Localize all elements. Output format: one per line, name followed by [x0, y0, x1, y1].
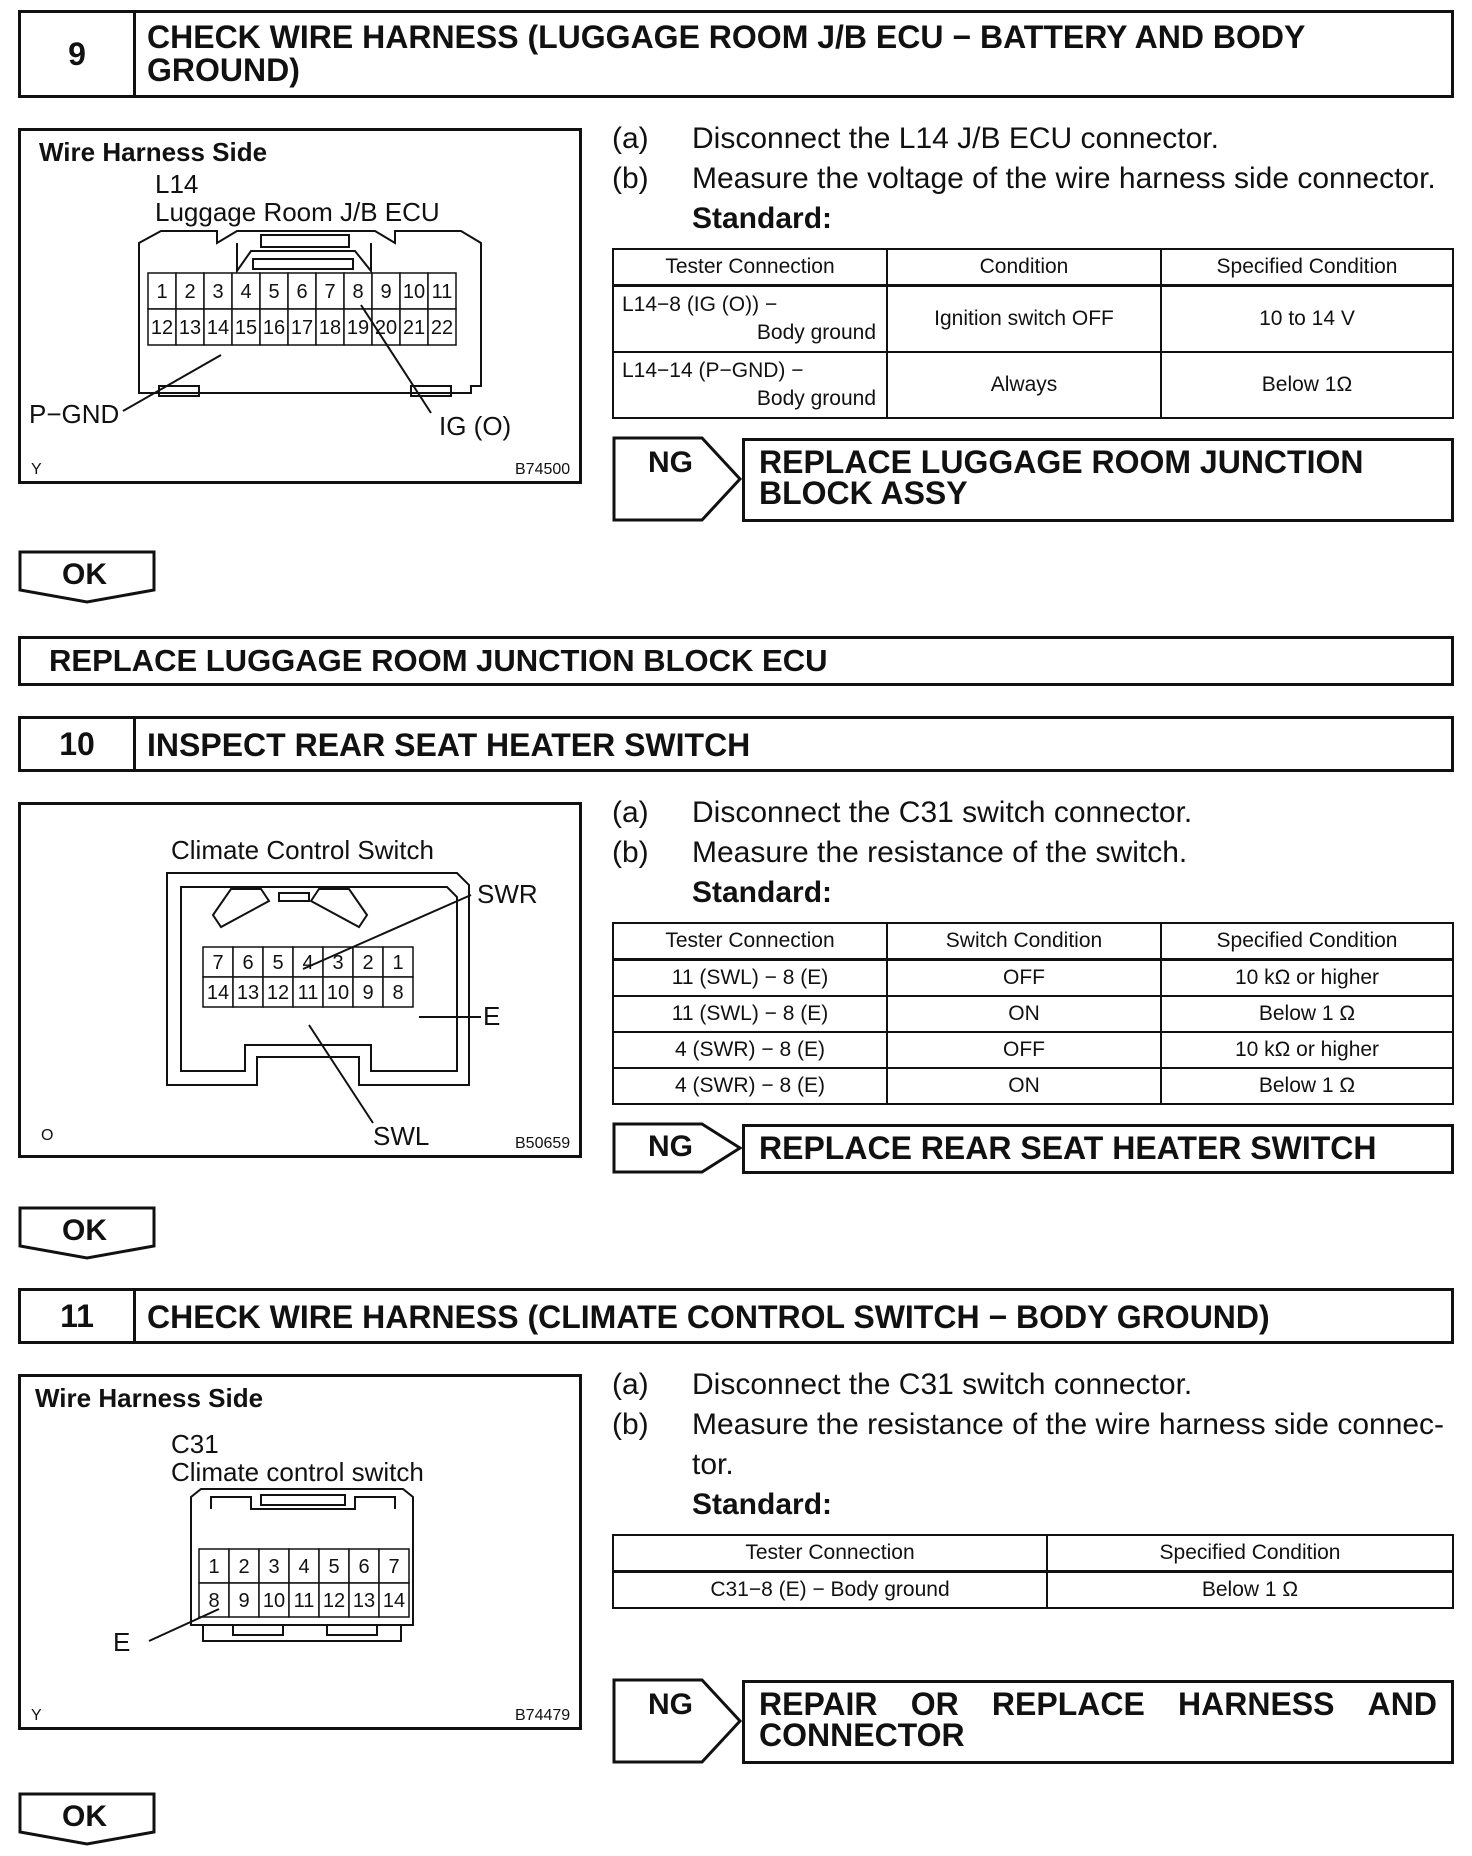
table-header: Specified Condition: [1161, 923, 1453, 960]
pin-number: 18: [318, 317, 342, 339]
ng-action-line2: CONNECTOR: [759, 1717, 965, 1753]
ok-label: OK: [62, 558, 107, 591]
table-cell: 10 kΩ or higher: [1161, 960, 1453, 997]
ng-word: OR: [910, 1686, 959, 1722]
pin-number: 10: [326, 982, 350, 1004]
switch-pin-grid: [203, 947, 413, 1007]
pin-number: 3: [332, 952, 344, 974]
table-cell: C31−8 (E) − Body ground: [613, 1572, 1047, 1609]
step-11-a-letter: (a): [612, 1368, 649, 1401]
step-9-figure: [18, 128, 582, 484]
table-cell: 11 (SWL) − 8 (E): [613, 960, 887, 997]
connector-id: C31: [171, 1429, 219, 1459]
pin-number: 2: [238, 1556, 250, 1578]
pin-number: 11: [293, 1590, 315, 1612]
step-number: 11: [21, 1291, 136, 1341]
table-row: [613, 996, 1453, 1032]
step-9-a-letter: (a): [612, 122, 649, 155]
standard-label: Standard:: [692, 202, 833, 235]
tester-connection-line1: L14−8 (IG (O)) −: [622, 293, 778, 316]
table-cell: 11 (SWL) − 8 (E): [613, 996, 887, 1032]
step-title: CHECK WIRE HARNESS (CLIMATE CONTROL SWITCH − BODY GROUND): [147, 1299, 1270, 1335]
pin-number: 5: [268, 281, 280, 303]
step-10-spec-table: [612, 922, 1454, 1105]
table-cell: Always: [887, 352, 1161, 418]
pin-number: 9: [362, 982, 374, 1004]
pin-number: 4: [240, 281, 252, 303]
ng-word: REPAIR: [759, 1686, 878, 1722]
pin-number: 8: [392, 982, 404, 1004]
ng-word: AND: [1367, 1686, 1437, 1722]
tester-connection-line1: L14−14 (P−GND) −: [622, 359, 804, 382]
step-11-spec-table: [612, 1534, 1454, 1609]
pin-number: 4: [302, 952, 314, 974]
pin-number: 3: [212, 281, 224, 303]
connector-name: Luggage Room J/B ECU: [155, 197, 440, 227]
pin-number: 10: [402, 281, 426, 303]
pin-number: 17: [290, 317, 314, 339]
table-cell: Below 1 Ω: [1161, 1068, 1453, 1104]
pin-number: 22: [430, 317, 454, 339]
step-9-spec-table: [612, 248, 1454, 419]
label-ig-o: IG (O): [439, 411, 512, 441]
table-header: Condition: [887, 249, 1161, 286]
pin-number: 21: [402, 317, 426, 339]
pin-number: 8: [352, 281, 364, 303]
pin-number: 6: [242, 952, 254, 974]
tester-connection-line2: Body ground: [756, 321, 876, 344]
table-header: Specified Condition: [1161, 249, 1453, 286]
pin-number: 15: [234, 317, 258, 339]
step-11-b-letter: (b): [612, 1408, 649, 1441]
step-10-figure: [18, 802, 582, 1158]
table-cell: 10 kΩ or higher: [1161, 1032, 1453, 1068]
pin-number: 14: [206, 317, 230, 339]
pin-number: 9: [238, 1590, 250, 1612]
pin-number: 5: [272, 952, 284, 974]
label-p-gnd: P−GND: [29, 399, 120, 429]
pin-number: 14: [382, 1590, 406, 1612]
connector-c31-diagram: [21, 1377, 579, 1727]
ok-label: OK: [62, 1800, 107, 1833]
step-title: CHECK WIRE HARNESS (LUGGAGE ROOM J/B ECU − BATTERY AND BODY GROUND): [147, 19, 1305, 88]
step-10-b-letter: (b): [612, 836, 649, 869]
pin-number: 13: [178, 317, 202, 339]
table-row: [613, 1032, 1453, 1068]
figure-id: B50659: [515, 1135, 571, 1152]
ng-action-box: REPLACE LUGGAGE ROOM JUNCTION BLOCK ASSY: [742, 438, 1454, 522]
pin-number: 12: [150, 317, 174, 339]
table-cell: ON: [887, 1068, 1161, 1104]
table-cell: OFF: [887, 1032, 1161, 1068]
pin-number: 14: [206, 982, 230, 1004]
table-cell: 4 (SWR) − 8 (E): [613, 1032, 887, 1068]
label-e: E: [483, 1001, 501, 1031]
standard-label: Standard:: [692, 1488, 833, 1521]
table-row: [613, 352, 1453, 418]
table-row: [613, 1572, 1453, 1609]
corner-code: O: [41, 1127, 54, 1144]
table-cell: 4 (SWR) − 8 (E): [613, 1068, 887, 1104]
step-11-b-text-cont: tor.: [692, 1448, 734, 1481]
step-11-figure: [18, 1374, 582, 1730]
table-cell: [613, 286, 887, 353]
pin-number: 2: [362, 952, 374, 974]
step-11-header: [18, 1288, 1454, 1344]
corner-code: Y: [31, 461, 42, 478]
ng-action-line1: [759, 1686, 1437, 1722]
pin-number: 13: [352, 1590, 376, 1612]
table-header: Switch Condition: [887, 923, 1161, 960]
step-10-a-letter: (a): [612, 796, 649, 829]
connector-name: Climate control switch: [171, 1457, 424, 1487]
standard-label: Standard:: [692, 876, 833, 909]
ng-label: NG: [648, 446, 693, 479]
table-row: [613, 1068, 1453, 1104]
ng-word: REPLACE: [991, 1686, 1145, 1722]
step-10-b-text: Measure the resistance of the switch.: [692, 836, 1188, 869]
pin-number: 13: [236, 982, 260, 1004]
corner-code: Y: [31, 1707, 42, 1724]
pin-number: 7: [324, 281, 336, 303]
pin-number: 7: [388, 1556, 400, 1578]
pin-number: 11: [431, 281, 453, 303]
tester-connection-line2: Body ground: [756, 387, 876, 410]
table-header-row: [613, 923, 1453, 960]
pin-number: 5: [328, 1556, 340, 1578]
table-header: Tester Connection: [613, 249, 887, 286]
step-9-header: [18, 10, 1454, 98]
table-row: [613, 286, 1453, 353]
label-swl: SWL: [373, 1121, 430, 1151]
figure-heading: Wire Harness Side: [35, 1383, 264, 1413]
connector-id: L14: [155, 169, 199, 199]
table-header: Tester Connection: [613, 923, 887, 960]
pin-number: 1: [156, 281, 168, 303]
table-header: Tester Connection: [613, 1535, 1047, 1572]
step-11-b-text: Measure the resistance of the wire harness side connec-: [692, 1408, 1445, 1441]
table-header-row: [613, 1535, 1453, 1572]
pin-number: 11: [297, 982, 319, 1004]
climate-switch-diagram: [21, 805, 579, 1155]
table-cell: Below 1 Ω: [1161, 996, 1453, 1032]
pin-number: 4: [298, 1556, 310, 1578]
table-cell: OFF: [887, 960, 1161, 997]
pin-number: 8: [208, 1590, 220, 1612]
table-cell: Below 1Ω: [1161, 352, 1453, 418]
table-cell: Ignition switch OFF: [887, 286, 1161, 353]
figure-id: B74500: [515, 461, 571, 478]
pin-number: 7: [212, 952, 224, 974]
pin-number: 19: [346, 317, 370, 339]
table-cell: Below 1 Ω: [1047, 1572, 1453, 1609]
pin-number: 1: [392, 952, 404, 974]
table-cell: [613, 352, 887, 418]
step-9-b-text: Measure the voltage of the wire harness side connector.: [692, 162, 1436, 195]
step-number: 10: [21, 719, 136, 769]
pin-number: 9: [380, 281, 392, 303]
replace-ecu-banner: REPLACE LUGGAGE ROOM JUNCTION BLOCK ECU: [18, 636, 1454, 686]
table-cell: ON: [887, 996, 1161, 1032]
ok-label: OK: [62, 1214, 107, 1247]
figure-id: B74479: [515, 1707, 571, 1724]
step-10-header: [18, 716, 1454, 772]
table-header: Specified Condition: [1047, 1535, 1453, 1572]
pin-number: 6: [296, 281, 308, 303]
table-cell: 10 to 14 V: [1161, 286, 1453, 353]
ng-label: NG: [648, 1688, 693, 1721]
step-9-a-text: Disconnect the L14 J/B ECU connector.: [692, 122, 1219, 155]
l14-pin-grid: [148, 273, 456, 345]
pin-number: 3: [268, 1556, 280, 1578]
c31-pin-grid: [199, 1549, 409, 1617]
figure-heading: Wire Harness Side: [39, 137, 268, 167]
pin-number: 16: [262, 317, 286, 339]
step-number: 9: [21, 13, 136, 95]
table-row: [613, 960, 1453, 997]
label-swr: SWR: [477, 879, 538, 909]
pin-number: 12: [266, 982, 290, 1004]
step-title: INSPECT REAR SEAT HEATER SWITCH: [147, 727, 751, 763]
pin-number: 10: [262, 1590, 286, 1612]
step-10-a-text: Disconnect the C31 switch connector.: [692, 796, 1193, 829]
label-e: E: [113, 1627, 131, 1657]
pin-number: 20: [374, 317, 398, 339]
pin-number: 2: [184, 281, 196, 303]
ng-action-box: REPLACE REAR SEAT HEATER SWITCH: [742, 1124, 1454, 1174]
ng-action-box: [742, 1680, 1454, 1764]
ng-word: HARNESS: [1178, 1686, 1335, 1722]
figure-caption: Climate Control Switch: [171, 835, 434, 865]
step-9-b-letter: (b): [612, 162, 649, 195]
table-header-row: [613, 249, 1453, 286]
pin-number: 12: [322, 1590, 346, 1612]
ng-label: NG: [648, 1130, 693, 1163]
step-11-a-text: Disconnect the C31 switch connector.: [692, 1368, 1193, 1401]
pin-number: 1: [208, 1556, 220, 1578]
pin-number: 6: [358, 1556, 370, 1578]
